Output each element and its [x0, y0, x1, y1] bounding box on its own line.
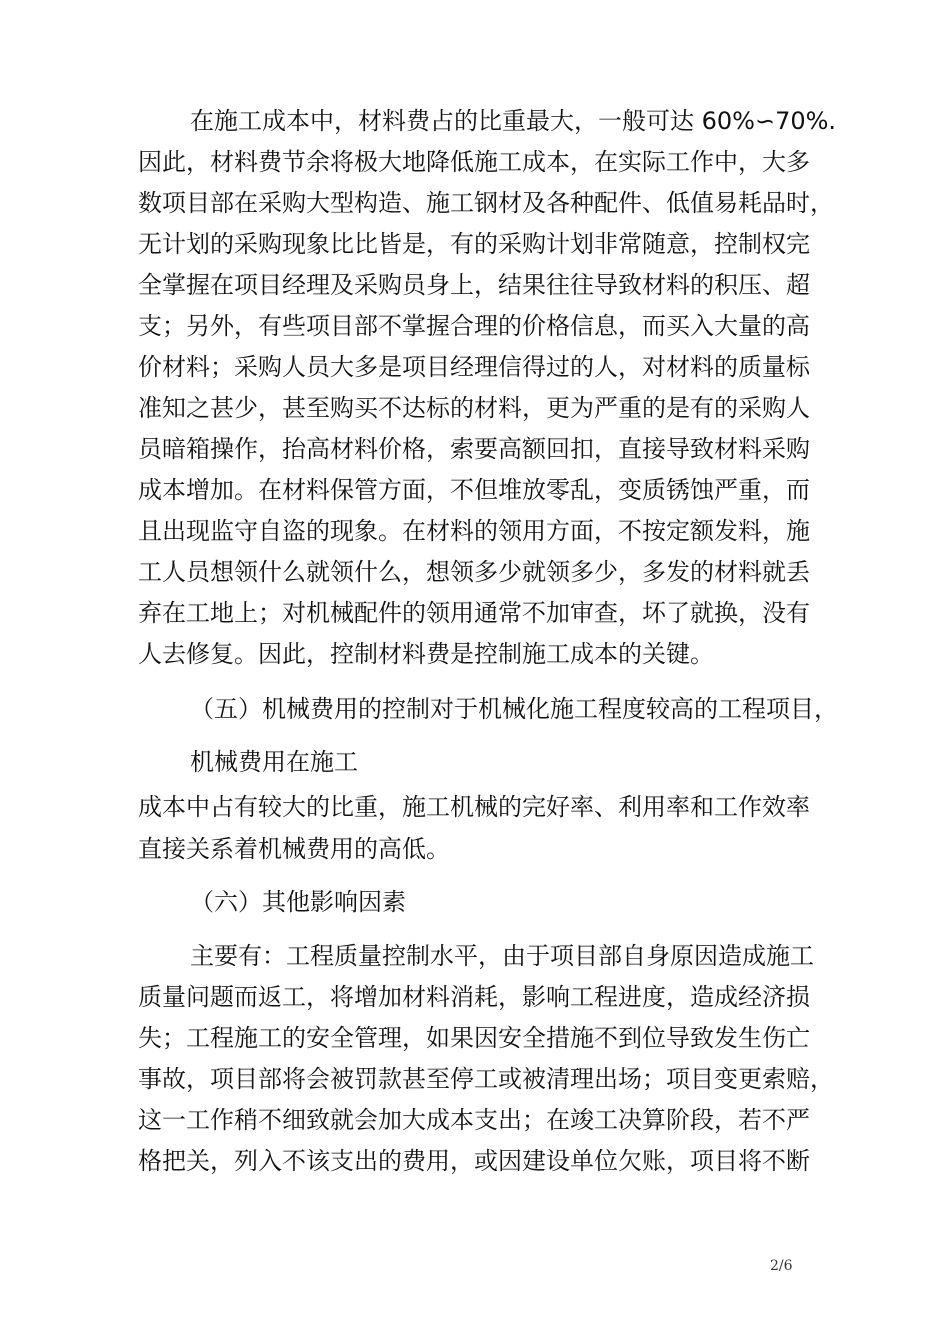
- text-line: 全掌握在项目经理及采购员身上，结果往往导致材料的积压、超: [138, 271, 810, 299]
- text-line: 准知之甚少，甚至购买不达标的材料，更为严重的是有的采购人: [138, 394, 810, 422]
- text-line: 事故，项目部将会被罚款甚至停工或被清理出场；项目变更索赔，: [138, 1065, 834, 1093]
- text-line: 成本中占有较大的比重，施工机械的完好率、利用率和工作效率: [138, 793, 810, 821]
- text-line: 在施工成本中，材料费占的比重最大，一般可达 60%∽70%.: [190, 107, 837, 135]
- text-line: 直接关系着机械费用的高低。: [138, 835, 450, 863]
- text-line: 工人员想领什么就领什么，想领多少就领多少，多发的材料就丢: [138, 558, 810, 586]
- text-line: 员暗箱操作，抬高材料价格，索要高额回扣，直接导致材料采购: [138, 435, 810, 463]
- text-line: 无计划的采购现象比比皆是，有的采购计划非常随意，控制权完: [138, 230, 810, 258]
- text-line: 质量问题而返工，将增加材料消耗，影响工程进度，造成经济损: [138, 983, 810, 1011]
- text-line: 数项目部在采购大型构造、施工钢材及各种配件、低值易耗品时，: [138, 189, 834, 217]
- section-heading: （六）其他影响因素: [190, 888, 406, 916]
- text-line: 人去修复。因此，控制材料费是控制施工成本的关键。: [138, 640, 714, 668]
- text-line: 弃在工地上；对机械配件的领用通常不加审查，坏了就换，没有: [138, 599, 810, 627]
- text-line: 机械费用在施工: [190, 748, 358, 776]
- text-line: 主要有：工程质量控制水平，由于项目部自身原因造成施工: [190, 942, 814, 970]
- text-line: 支；另外，有些项目部不掌握合理的价格信息，而买入大量的高: [138, 312, 810, 340]
- text-line: 且出现监守自盗的现象。在材料的领用方面，不按定额发料，施: [138, 517, 810, 545]
- text-line: 格把关，列入不该支出的费用，或因建设单位欠账，项目将不断: [138, 1147, 810, 1175]
- section-heading: （五）机械费用的控制对于机械化施工程度较高的工程项目，: [190, 695, 838, 723]
- text-line: 价材料；采购人员大多是项目经理信得过的人，对材料的质量标: [138, 353, 810, 381]
- page-number: 2/6: [770, 1258, 793, 1274]
- text-line: 这一工作稍不细致就会加大成本支出；在竣工决算阶段，若不严: [138, 1106, 810, 1134]
- text-line: 失；工程施工的安全管理，如果因安全措施不到位导致发生伤亡: [138, 1024, 810, 1052]
- text-line: 成本增加。在材料保管方面，不但堆放零乱，变质锈蚀严重，而: [138, 476, 810, 504]
- text-line: 因此，材料费节余将极大地降低施工成本，在实际工作中，大多: [138, 148, 810, 176]
